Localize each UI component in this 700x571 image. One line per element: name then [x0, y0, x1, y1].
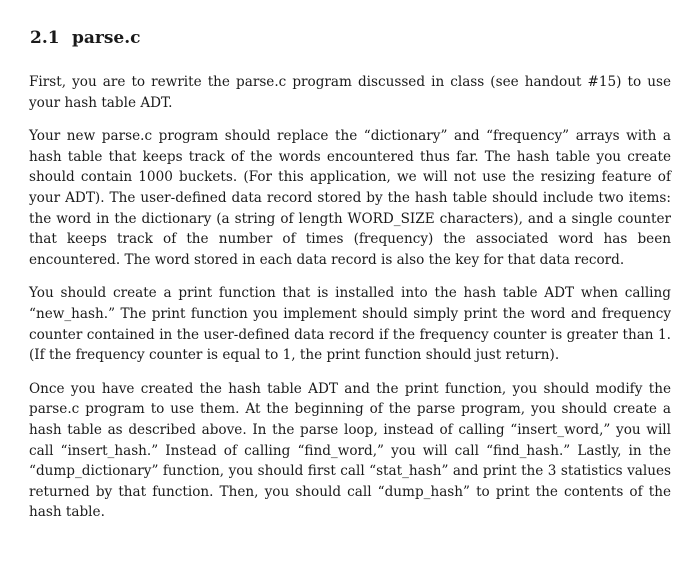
paragraph-modify-parse: Once you have created the hash table ADT and the print function, you should modify the parse.c program to use them. At the beginning of the parse program, you should create a hash table as described above. In the parse loop, instead of calling “insert_word,” you will call “insert_hash.” Instead of calling “find_word,” you will call “find_hash.” Lastly, in the “dump_dictionary” function, you should first call “stat_hash” and print the 3 statistics values returned by that function. Then, you should call “dump_hash” to print the contents of the hash table.	[29, 380, 671, 521]
paragraph-intro: First, you are to rewrite the parse.c program discussed in class (see handout #15) to use your hash table ADT.	[29, 74, 671, 111]
paragraph-print-function: You should create a print function that is installed into the hash table ADT when calling “new_hash.” The print function you implement should simply print the word and frequency counter contained in the user-defined data record if the frequency counter is greater than 1. (If the frequency counter is equal to 1, the print function should just return).	[29, 285, 671, 364]
section-title: parse.c	[72, 28, 141, 48]
paragraph-hash-table-requirements: Your new parse.c program should replace the “dictionary” and “frequency” arrays with a hash table that keeps track of the words encountered thus far. The hash table you create should contain 1000 buckets. (For this application, we will not use the resizing feature of your ADT). The user-defined data record stored by the hash table should include two items: the word in the dictionary (a string of length WORD_SIZE characters), and a single counter that keeps track of the number of times (frequency) the associated word has been encountered. The word stored in each data record is also the key for that data record.	[29, 128, 671, 268]
section-heading	[30, 27, 141, 49]
section-body	[29, 72, 671, 536]
section-number: 2.1	[30, 28, 60, 48]
